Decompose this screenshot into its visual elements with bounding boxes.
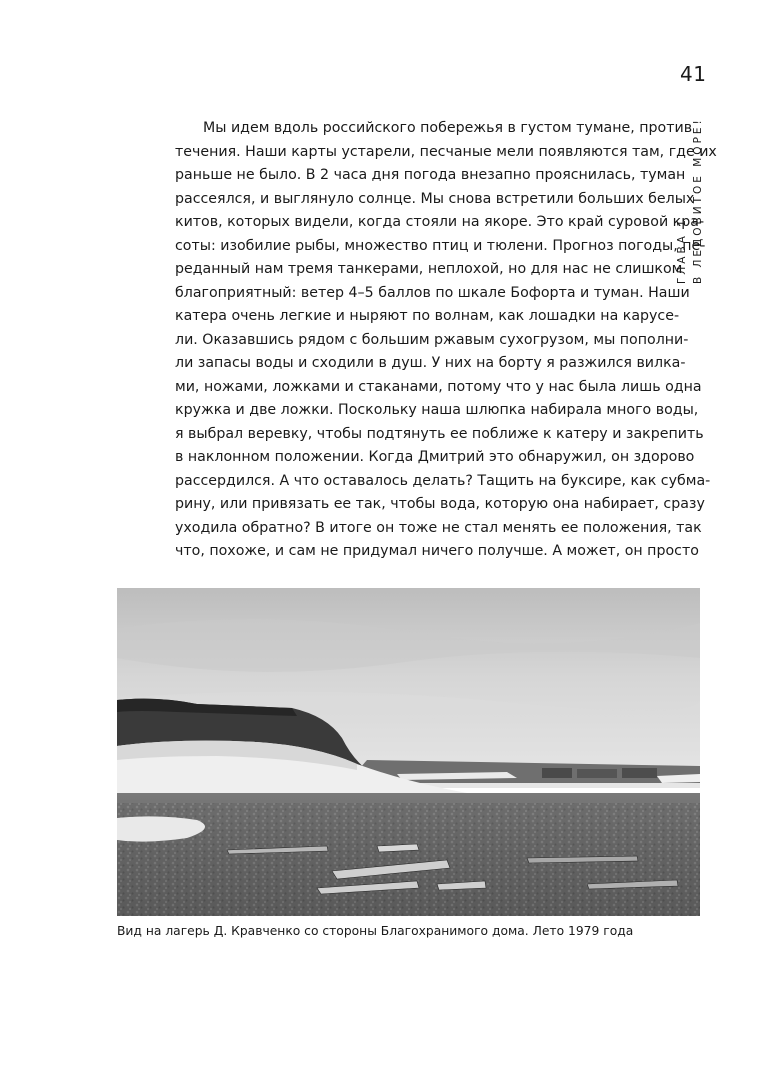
text-line: ли. Оказавшись рядом с большим ржавым сухогрузом, мы пополни- [175,331,689,348]
text-line: в наклонном положении. Когда Дмитрий это обнаружил, он здорово [175,449,695,465]
photo-caption: Вид на лагерь Д. Кравченко со стороны Благохранимого дома. Лето 1979 года [117,924,634,938]
text-line: Мы идем вдоль российского побережья в густом тумане, против [203,120,693,136]
chapter-label: ГЛАВА 1 [676,217,688,284]
text-line: рассеялся, и выглянуло солнце. Мы снова встретили больших белых [175,190,695,207]
landscape-photo [117,588,700,916]
text-line: рину, или привязать ее так, чтобы вода, которую она набирает, сразу [175,496,705,512]
text-line: ли запасы воды и сходили в душ. У них на борту я разжился вилка- [175,355,686,371]
page-number: 41 [680,62,707,86]
text-line: китов, которых видели, когда стояли на якоре. Это край суровой кра- [175,214,705,230]
text-line: я выбрал веревку, чтобы подтянуть ее поближе к катеру и закрепить [175,425,704,442]
text-line: кружка и две ложки. Поскольку наша шлюпка набирала много воды, [175,402,699,418]
text-line: раньше не было. В 2 часа дня погода внезапно прояснилась, туман [175,167,686,183]
text-line: благоприятный: ветер 4–5 баллов по шкале Бофорта и туман. Наши [175,284,690,301]
text-line: реданный нам тремя танкерами, неплохой, но для нас не слишком [175,261,683,277]
text-line: соты: изобилие рыбы, множество птиц и тюлени. Прогноз погоды, пе- [175,237,706,254]
text-line: течения. Наши карты устарели, песчаные мели появляются там, где их [175,143,717,160]
text-line: что, похоже, и сам не придумал ничего получше. А может, он просто [175,543,699,559]
text-line: катера очень легкие и ныряют по волнам, как лошадки на карусе- [175,308,680,324]
text-line: ми, ножами, ложками и стаканами, потому что у нас была лишь одна [175,378,702,395]
text-line: уходила обратно? В итоге он тоже не стал менять ее положения, так [175,519,702,536]
running-head [674,84,714,284]
chapter-title: В ЛЕДОВИТОЕ МОРЕ! [692,117,704,284]
text-line: рассердился. А что оставалось делать? Тащить на буксире, как субма- [175,472,711,489]
